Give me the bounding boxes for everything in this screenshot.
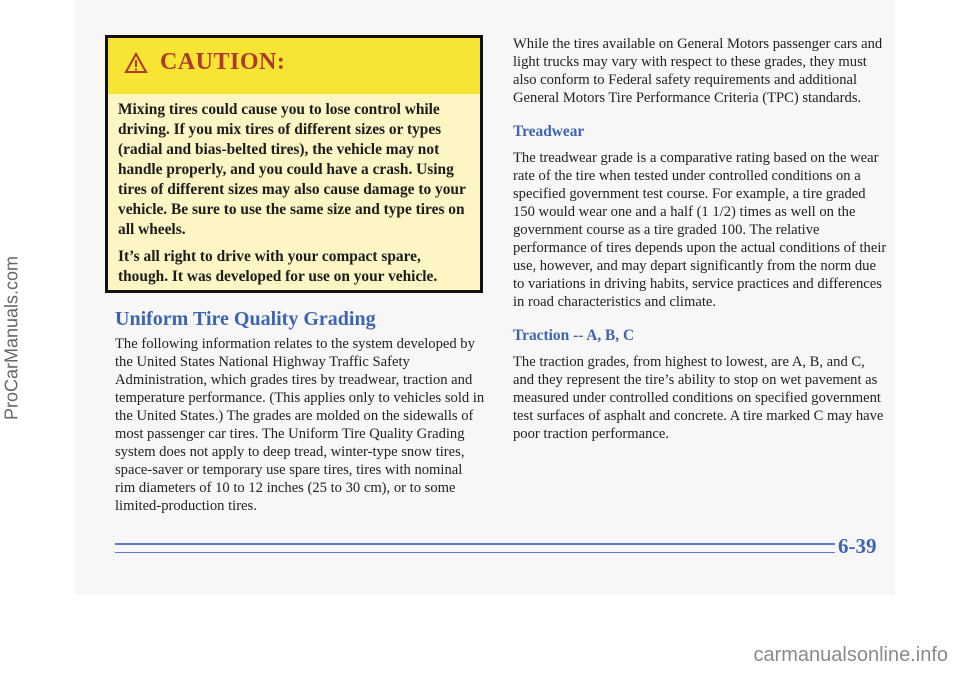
intro-paragraph: While the tires available on General Motors passenger cars and light trucks may vary with respect to these grades, they must also conform to Federal safety requirements and additional General Motors Tire Performance Criteria (TPC) standards.	[513, 36, 883, 106]
caution-box	[105, 35, 483, 293]
traction-heading: Traction -- A, B, C	[513, 327, 635, 344]
footer-rule-top	[115, 543, 835, 545]
side-watermark-text: ProCarManuals.com	[1, 255, 22, 421]
caution-title	[124, 49, 285, 76]
caution-paragraph-2: It’s all right to drive with your compact spare, though. It was developed for use on your vehicle.	[118, 248, 438, 285]
caution-header	[108, 38, 480, 94]
traction-paragraph: The traction grades, from highest to lowest, are A, B, and C, and they represent the tire’s ability to stop on wet pavement as measured under controlled conditions on specified government test surfaces of asphalt and concrete. A tire marked C may have poor traction performance.	[513, 354, 884, 442]
caution-body	[118, 100, 473, 294]
utqg-paragraph: The following information relates to the system developed by the United States National Highway Traffic Safety Administration, which grades tires by treadwear, traction and temperature performance. (This applies only to vehicles sold in the United States.) The grades are molded on the sidewalls of most passenger car tires. The Uniform Tire Quality Grading system does not apply to deep tread, winter-type snow tires, space-saver or temporary use spare tires, tires with nominal rim diameters of 10 to 12 inches (25 to 30 cm), or to some limited-production tires.	[115, 336, 485, 514]
page-number: 6-39	[838, 534, 877, 558]
right-column	[513, 35, 888, 443]
section-title: Uniform Tire Quality Grading	[115, 308, 376, 330]
footer-rule-bottom	[115, 552, 835, 553]
bottom-watermark: carmanualsonline.info	[753, 644, 948, 666]
treadwear-paragraph: The treadwear grade is a comparative rating based on the wear rate of the tire when tested under controlled conditions on a specified government test course. For example, a tire graded 150 would wear one and a half (1 1/2) times as well on the government course as a tire graded 100. The relative performance of tires depends upon the actual conditions of their use, however, and may depart significantly from the norm due to variations in driving habits, service practices and differences in road characteristics and climate.	[513, 150, 887, 310]
caution-paragraph-1: Mixing tires could cause you to lose control while driving. If you mix tires of different sizes or types (radial and bias-belted tires), the vehicle may not handle properly, and you could have a crash. Using tires of different sizes may also cause damage to your vehicle. Be sure to use the same size and type tires on all wheels.	[118, 101, 466, 238]
treadwear-heading: Treadwear	[513, 123, 585, 140]
warning-triangle-icon	[124, 52, 148, 74]
caution-title-text: CAUTION:	[160, 49, 286, 75]
side-watermark	[0, 0, 22, 675]
